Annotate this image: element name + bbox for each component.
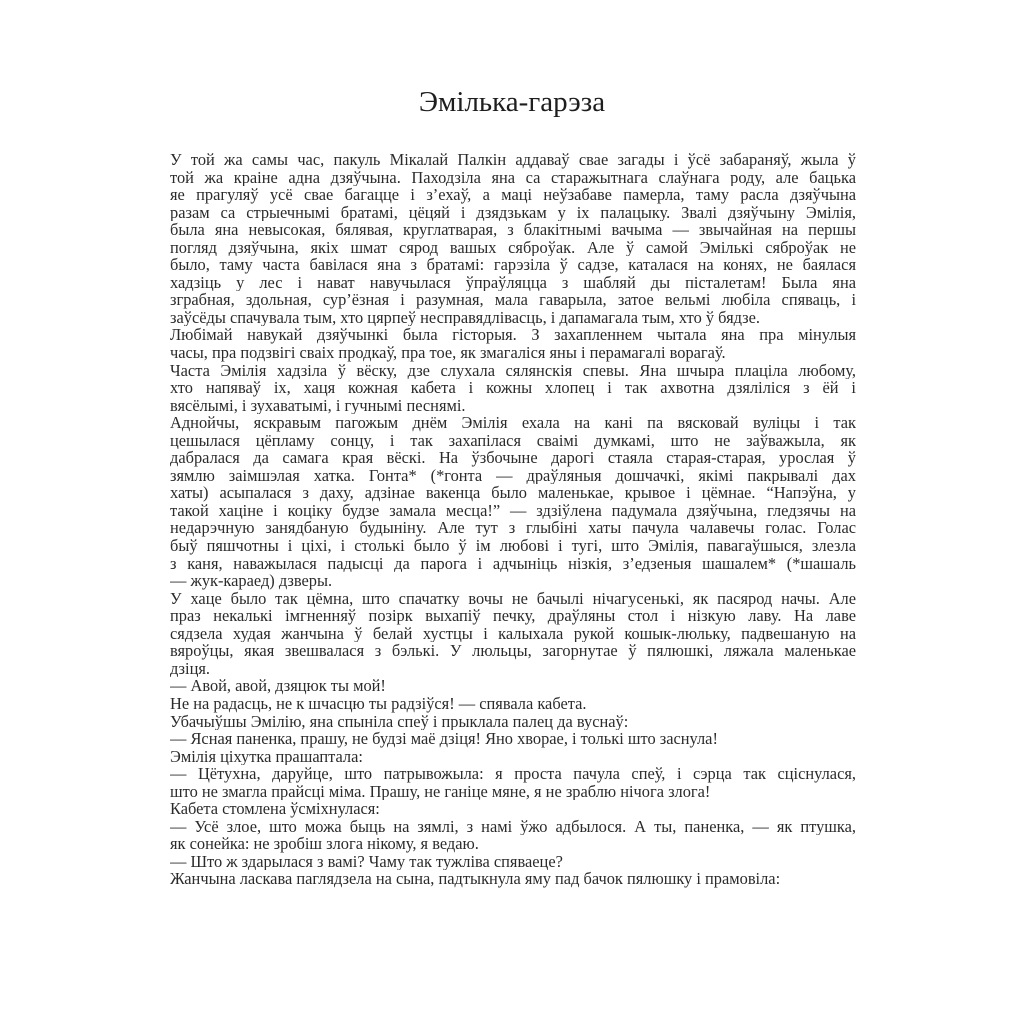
text-line: погляд дзяўчына, якіх шмат сярод вашых сяброўак. Але ў самой Эмількі сяброўак не xyxy=(170,238,856,257)
text-line: недарэчную занядбаную будыніну. Але тут з глыбіні хаты пачула чалавечы голас. Голас xyxy=(170,519,856,538)
document-body xyxy=(170,151,856,888)
text-line: было, таму часта бавілася яна з братамі: гарэзіла ў садзе, каталася на конях, не баялася xyxy=(170,256,856,274)
text-line: Убачыўшы Эмілію, яна спыніла спеў і прыклала палец да вуснаў: xyxy=(170,712,629,731)
text-line: яе прагуляў усё свае багацце і з’ехаў, а маці неўзабаве памерла, таму расла дзяўчына xyxy=(170,186,856,204)
text-line: такой хаціне і коціку будзе замала месца!” — здзіўлена падумала дзяўчына, гледзячы на xyxy=(170,501,856,520)
text-line: сядзела худая жанчына ў белай хустцы і калыхала рукой кошык-люльку, падвешаную на xyxy=(170,624,856,643)
text-line: хаты) асыпалася з даху, адзінае вакенца было маленькае, крывое і цёмнае. “Напэўна, у xyxy=(170,484,856,502)
text-line: цешылася цёпламу сонцу, і так захапілася сваімі думкамі, што не заўважыла, як xyxy=(170,431,856,450)
text-line: — Што ж здарылася з вамі? Чаму так тужліва спяваеце? xyxy=(170,852,563,871)
text-line: заўсёды спачувала тым, хто цярпеў несправядлівасць, і дапамагала тым, хто ў бядзе. xyxy=(170,308,761,327)
text-line: — Авой, авой, дзяцюк ты мой! xyxy=(170,677,386,695)
text-line: — Ясная паненка, прашу, не будзі маё дзіця! Яно хворае, і толькі што заснула! xyxy=(170,730,718,748)
text-line: вяроўцы, якая звешвалася з бэлькі. У люльцы, загорнутае ў пялюшкі, ляжала маленькае xyxy=(170,642,856,660)
text-line: як сонейка: не зробіш злога нікому, я ведаю. xyxy=(170,835,479,853)
text-line: Часта Эмілія хадзіла ў вёску, дзе слухала сялянскія спевы. Яна шчыра плаціла любому, xyxy=(170,361,856,380)
text-line: вясёлымі, і зухаватымі, і гучнымі песнямі. xyxy=(170,396,466,415)
text-line: зграбная, здольная, сур’ёзная і разумная, мала гаварыла, затое вельмі любіла спяваць, і xyxy=(170,291,856,309)
text-line: той жа краіне адна дзяўчына. Паходзіла яна са старажытнага слаўнага роду, але бацька xyxy=(170,168,856,187)
text-line: праз некалькі імгненняў позірк выхапіў печку, драўляны стол і нізкую лаву. На лаве xyxy=(170,607,856,625)
text-line: хто напяваў іх, хаця кожная кабета і кожны хлопец і так ахвотна дзяліліся з ёй і xyxy=(170,379,856,397)
text-line: часы, пра подзвігі сваіх продкаў, пра тое, як змагаліся яны і перамагалі ворагаў. xyxy=(170,344,726,362)
text-line: дабралася да самага края вёскі. На ўзбочыне дарогі стаяла старая-старая, урослая ў xyxy=(170,449,856,467)
text-line: Эмілія ціхутка прашаптала: xyxy=(170,747,363,766)
text-line: У той жа самы час, пакуль Мікалай Палкін аддаваў свае загады і ўсё забараняў, жыла ў xyxy=(170,151,856,169)
text-line: была яна невысокая, бялявая, круглатварая, з блакітнымі вачыма — звычайная на першы xyxy=(170,221,856,239)
text-line: зямлю заімшэлая хатка. Гонта* (*гонта — драўляныя дошчачкі, якімі пакрывалі дах xyxy=(170,466,856,485)
text-line: Не на радасць, не к шчасцю ты радзіўся! — спявала кабета. xyxy=(170,694,587,713)
text-line: хадзіць у лес і нават навучылася ўпраўляцца з шабляй ды пісталетам! Была яна xyxy=(170,273,856,292)
text-line: — жук-караед) дзверы. xyxy=(170,572,333,590)
text-line: што не змагла прайсці міма. Прашу, не ганіце мяне, я не зраблю нічога злога! xyxy=(170,782,711,801)
page-title: Эмілька-гарэза xyxy=(418,86,606,118)
text-line: дзіця. xyxy=(170,659,210,678)
text-line: Жанчына ласкава паглядзела на сына, падтыкнула яму пад бачок пялюшку і прамовіла: xyxy=(170,870,781,888)
text-line: У хаце было так цёмна, што спачатку вочы не бачылі нічагусенькі, як пасярод начы. Але xyxy=(170,589,856,608)
text-line: з каня, наважылася падысці да парога і адчыніць нізкія, з’едзеныя шашалем* (*шашаль xyxy=(170,554,856,573)
text-line: быў пяшчотны і ціхі, і столькі было ў ім любові і тугі, што Эмілія, павагаўшыся, злезла xyxy=(170,537,856,555)
text-line: — Цётухна, даруйце, што патрывожыла: я проста пачула спеў, і сэрца так сціснулася, xyxy=(170,765,856,783)
text-line: — Усё злое, што можа быць на зямлі, з намі ўжо адбылося. А ты, паненка, — як птушка, xyxy=(170,817,856,836)
text-line: Кабета стомлена ўсміхнулася: xyxy=(170,800,380,818)
text-line: разам са стрыечнымі братамі, цёцяй і дзядзькам у іх палацыку. Звалі дзяўчыну Эмілія, xyxy=(170,203,856,222)
text-line: Любімай навукай дзяўчынкі была гісторыя. З захапленнем чытала яна пра мінулыя xyxy=(170,326,856,345)
text-line: Аднойчы, яскравым пагожым днём Эмілія ехала на кані па вясковай вуліцы і так xyxy=(170,414,856,432)
